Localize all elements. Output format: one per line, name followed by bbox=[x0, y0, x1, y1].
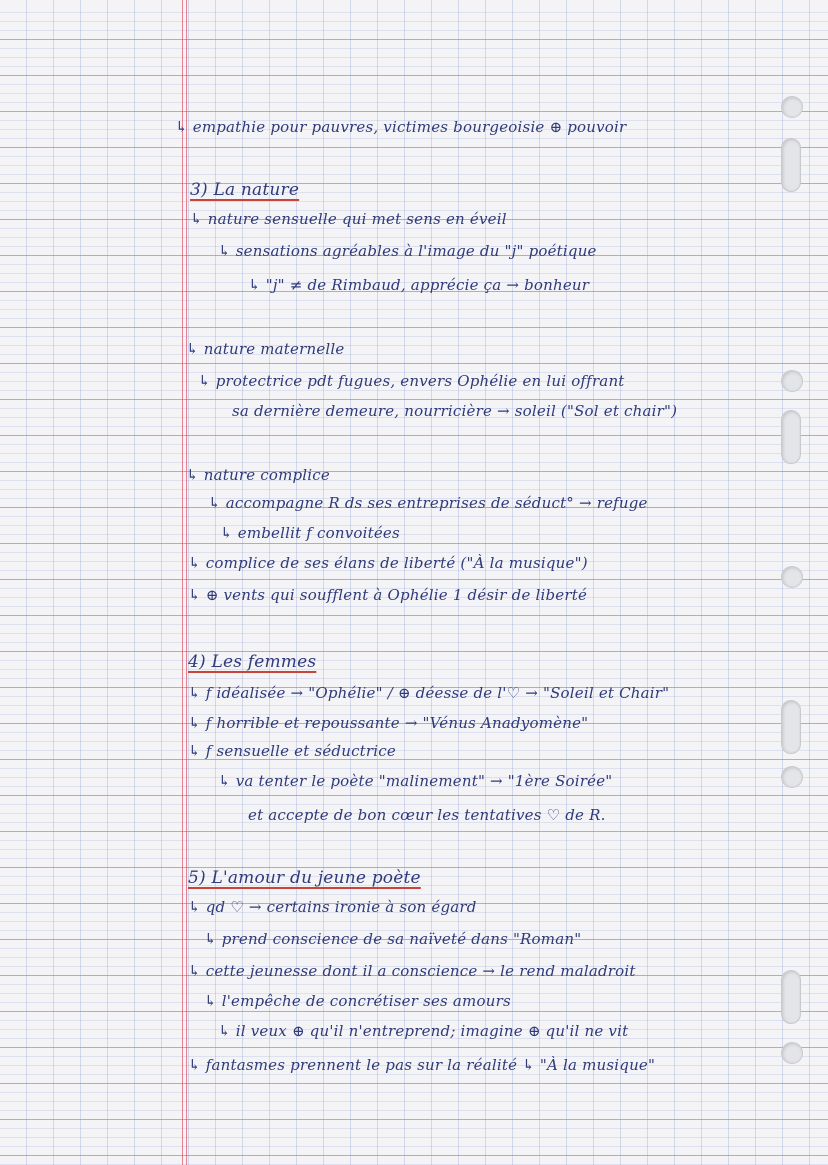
margin-line-right bbox=[186, 0, 187, 1165]
note-line: ↳ nature sensuelle qui met sens en éveil bbox=[190, 210, 507, 228]
note-line: et accepte de bon cœur les tentatives ♡ de R. bbox=[248, 806, 606, 824]
note-line: ↳ empathie pour pauvres, victimes bourgeoisie ⊕ pouvoir bbox=[175, 118, 627, 136]
note-line: ↳ ⊕ vents qui soufflent à Ophélie 1 désir de liberté bbox=[188, 586, 588, 604]
note-line: ↳ l'empêche de concrétiser ses amours bbox=[204, 992, 511, 1010]
note-line: ↳ prend conscience de sa naïveté dans "Roman" bbox=[204, 930, 582, 948]
note-line: ↳ complice de ses élans de liberté ("À la musique") bbox=[188, 554, 588, 572]
binder-hole bbox=[781, 970, 801, 1024]
binder-hole bbox=[781, 566, 803, 588]
section-heading: 4) Les femmes bbox=[188, 652, 317, 672]
binder-hole bbox=[781, 138, 801, 192]
note-line: ↳ f idéalisée → "Ophélie" / ⊕ déesse de l'♡ → "Soleil et Chair" bbox=[188, 684, 670, 702]
binder-hole bbox=[781, 766, 803, 788]
note-line: ↳ "j" ≠ de Rimbaud, apprécie ça → bonheur bbox=[248, 276, 590, 294]
binder-hole bbox=[781, 410, 801, 464]
section-heading: 5) L'amour du jeune poète bbox=[188, 868, 421, 888]
binder-hole bbox=[781, 370, 803, 392]
note-line: ↳ nature complice bbox=[186, 466, 330, 484]
margin-line-left bbox=[182, 0, 183, 1165]
note-line: ↳ f horrible et repoussante → "Vénus Anadyomène" bbox=[188, 714, 589, 732]
note-line: ↳ embellit f convoitées bbox=[220, 524, 400, 542]
note-line: ↳ cette jeunesse dont il a conscience → le rend maladroit bbox=[188, 962, 636, 980]
note-line: ↳ f sensuelle et séductrice bbox=[188, 742, 396, 760]
note-line: ↳ sensations agréables à l'image du "j" poétique bbox=[218, 242, 597, 260]
note-line: ↳ nature maternelle bbox=[186, 340, 345, 358]
note-line: ↳ il veux ⊕ qu'il n'entreprend; imagine ⊕ qu'il ne vit bbox=[218, 1022, 629, 1040]
note-line: ↳ fantasmes prennent le pas sur la réalité ↳ "À la musique" bbox=[188, 1056, 656, 1074]
note-line: ↳ accompagne R ds ses entreprises de séduct° → refuge bbox=[208, 494, 648, 512]
note-line: ↳ qd ♡ → certains ironie à son égard bbox=[188, 898, 477, 916]
binder-hole bbox=[781, 700, 801, 754]
binder-hole bbox=[781, 96, 803, 118]
note-line: ↳ va tenter le poète "malinement" → "1ère Soirée" bbox=[218, 772, 613, 790]
section-heading: 3) La nature bbox=[190, 180, 300, 200]
note-line: sa dernière demeure, nourricière → soleil ("Sol et chair") bbox=[232, 402, 678, 420]
note-line: ↳ protectrice pdt fugues, envers Ophélie en lui offrant bbox=[198, 372, 625, 390]
binder-hole bbox=[781, 1042, 803, 1064]
